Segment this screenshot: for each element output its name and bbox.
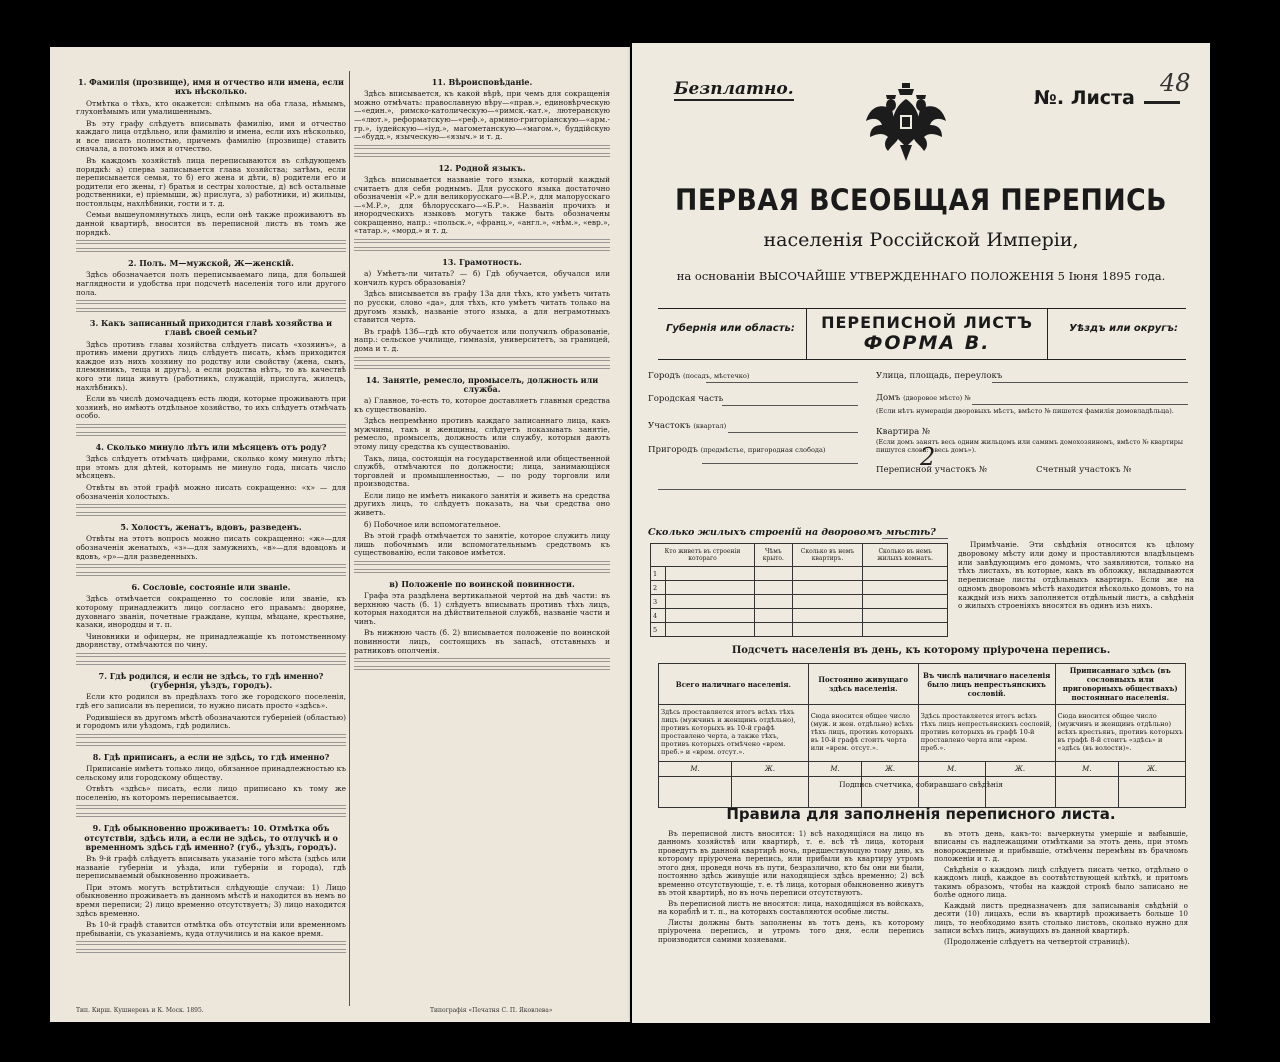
section-paragraph: Если въ числѣ домочадцевъ есть люди, которые проживаютъ при хозяинѣ, но имѣютъ отдѣльное хозяйство, то ихъ слѣдуетъ отмѣчать особо. xyxy=(76,394,346,421)
dense-text-block xyxy=(76,564,346,570)
section-heading: 1. Фамилія (прозвище), имя и отчество или имена, если ихъ нѣсколько. xyxy=(78,77,344,97)
rules-column-a xyxy=(658,830,924,946)
section-paragraph: Если кто родился въ предѣлахъ того же городского поселенія, гдѣ его записали въ переписи, то нужно писать просто «здѣсь». xyxy=(76,692,346,710)
pop-desc-resident: Сюда вносится общее число (муж. и жен. отдѣльно) всѣхъ тѣхъ лицъ, противъ которыхъ въ 10-й графѣ стоитъ черта или «врем. отсут.». xyxy=(808,705,918,762)
section-paragraph: Графа эта раздѣлена вертикальной чертой на двѣ части: въ верхнюю часть (б. 1) слѣдуетъ вписывать противъ тѣхъ лицъ, которыя находятся на дѣйствительной службѣ, названіе части и чинъ. xyxy=(354,591,610,626)
rules-paragraph: Въ переписной листъ вносятся: 1) всѣ находящіяся на лицо въ данномъ хозяйствѣ или квартирѣ, т. е. всѣ тѣ лица, которыя проведутъ въ данной квартирѣ ночь, предшествующую тому дню, къ которому пріурочена перепись, или прибыли въ квартиру утромъ этого дня, проведя ночь въ пути, безразлично, кто бы они ни были, постоянно здѣсь живущіе или находящіеся здѣсь временно; 2) всѣ временно отсутствующіе, т. е. тѣ лица, которыя обыкновенно живутъ въ этой квартирѣ, но въ ночь переписи отсутствуютъ. xyxy=(658,829,924,898)
female-label: Ж. xyxy=(985,762,1055,777)
table-row xyxy=(651,623,948,637)
address-divider xyxy=(658,489,1186,490)
left-page-instructions xyxy=(50,47,630,1022)
bld-col-roof: Чѣмъ крыто. xyxy=(755,544,793,567)
section-paragraph: Въ эту графу слѣдуетъ вписывать фамилію, имя и отчество каждаго лица отдѣльно, или фамилію и имена, если ихъ нѣсколько, и все писать полностью, причемъ фамилію (прозвище) ставить сначала, а потомъ имя и отчество. xyxy=(76,118,346,154)
gubernia-label: Губернія или область: xyxy=(666,323,795,334)
field-suburb: Пригородъ (предмѣстье, пригородная слобода) xyxy=(648,445,826,455)
pop-col-non-peasant: Въ числѣ наличнаго населенія было лицъ непрестьянскихъ сословій. xyxy=(918,664,1055,705)
bld-col-who: Кто живетъ въ строеніи котораго xyxy=(651,544,755,567)
section-heading: 11. Вѣроисповѣданіе. xyxy=(431,77,533,87)
section-heading: 7. Гдѣ родился, и если не здѣсь, то гдѣ именно? (губернія, уѣздъ, городъ). xyxy=(98,670,324,691)
population-count-title: Подсчетъ населенія въ день, къ которому пріурочена перепись. xyxy=(731,645,1111,656)
field-street: Улица, площадь, переулокъ xyxy=(876,371,1003,381)
male-label: М. xyxy=(918,762,985,777)
pop-desc-present: Здѣсь проставляется итогъ всѣхъ тѣхъ лицъ (мужчинъ и женщинъ отдѣльно), противъ которыхъ въ 10-й графѣ проставлено черта, а также тѣхъ, противъ которыхъ отмѣчено «врем. преб.» и «врем. отсут.». xyxy=(659,705,809,762)
printer-imprint-left: Тип. Кирш. Кушнеревъ и К. Моск. 1895. xyxy=(76,1007,204,1014)
form-title-cell xyxy=(806,309,1048,359)
handwritten-sheet-number: 48 xyxy=(1160,69,1191,97)
dense-text-block xyxy=(76,572,346,578)
dense-text-block xyxy=(76,240,346,246)
section-paragraph: Отвѣты въ этой графѣ можно писать сокращенно: «х» — для обозначенія холостыхъ. xyxy=(76,482,346,501)
printer-imprint-right: Типографія «Печатня С. П. Яковлева» xyxy=(430,1007,553,1014)
section-paragraph: Въ 10-й графѣ ставится отмѣтка объ отсутствіи или временномъ пребываніи, съ указаніемъ, куда отлучились и на какое время. xyxy=(76,920,346,938)
buildings-note: Примѣчаніе. Эти свѣдѣнія относятся къ цѣлому дворовому мѣсту или дому и проставляются владѣльцемъ или завѣдующимъ его домомъ, что заявляются, только на тѣхъ листахъ, въ которые, какъ въ обложку, вкладываются переписные листы отдѣльныхъ квартиръ. Если же на одномъ дворовомъ мѣстѣ находится нѣсколько домовъ, то на каждый изъ нихъ заполняется отдѣльный листъ, а свѣдѣнія о жилыхъ строеніяхъ вносятся въ одинъ изъ нихъ. xyxy=(958,540,1194,611)
field-house-line xyxy=(972,404,1188,405)
pop-desc-registered: Сюда вносится общее число (мужчинъ и женщинъ отдѣльно) всѣхъ крестьянъ, противъ которыхъ въ графѣ 8-й стоитъ «здѣсь» и «здѣсь (въ волости)». xyxy=(1055,705,1185,762)
male-label: М. xyxy=(808,762,862,777)
section-paragraph: Здѣсь слѣдуетъ отмѣчать цифрами, сколько кому минуло лѣтъ; при этомъ для дѣтей, которымъ не минуло года, писать число мѣсяцевъ. xyxy=(76,454,346,481)
section-paragraph: Здѣсь противъ главы хозяйства слѣдуетъ писать «хозяинъ», а противъ имени другихъ лицъ слѣдуетъ писать, кѣмъ приходится каждое изъ нихъ хозяину по родству или свойству (жена, сынъ, племянникъ, теща и другъ), а если родства нѣтъ, то въ качествѣ кого эти лица живутъ (работникъ, служащій, прислуга, жилецъ, нахлѣбникъ). xyxy=(76,339,346,392)
table-row xyxy=(651,567,948,581)
apartment-explanation: (Если домъ занятъ весь одним жильцомъ или самимъ домохозяиномъ, вмѣсто № квартиры пишутся слова: «весь домъ»). xyxy=(876,438,1183,454)
row-number: 5 xyxy=(651,623,666,637)
census-title: ПЕРВАЯ ВСЕОБЩАЯ ПЕРЕПИСЬ xyxy=(675,183,1167,217)
dense-text-block xyxy=(76,653,346,659)
buildings-table xyxy=(650,543,948,637)
section-heading: 3. Какъ записанный приходится главѣ хозяйства и главѣ своей семьи? xyxy=(89,318,333,338)
dense-text-block xyxy=(76,734,346,740)
table-row xyxy=(651,581,948,595)
section-paragraph: Отмѣтка о тѣхъ, кто окажется: слѣпымъ на оба глаза, нѣмымъ, глухонѣмымъ или умалишеннымъ. xyxy=(76,98,346,117)
female-label: Ж. xyxy=(862,762,918,777)
table-row xyxy=(651,595,948,609)
rules-paragraph: Въ переписной листъ не вносятся: лица, находящіяся въ войскахъ, на кораблѣ и т. п., на которыхъ составляются особые листы. xyxy=(658,898,924,917)
section-paragraph: Чиновники и офицеры, не принадлежащіе къ потомственному дворянству, отмѣчаются по чину. xyxy=(76,631,346,650)
dense-text-block xyxy=(76,504,346,510)
dense-text-block xyxy=(76,424,346,430)
dense-text-block xyxy=(76,813,346,819)
table-row xyxy=(651,609,948,623)
field-precinct: Участокъ (квартал) xyxy=(648,421,727,431)
instructions-column-a xyxy=(76,73,346,957)
section-heading: 6. Сословіе, состояніе или званіе. xyxy=(131,582,291,593)
field-census-precinct: Переписной участокъ № xyxy=(876,465,988,475)
section-paragraph: Здѣсь отмѣчается сокращенно то сословіе или званіе, къ которому принадлежитъ лицо согласно его правамъ: дворяне, духовнаго званія, почетные граждане, купцы, мѣщане, крестьяне, казаки, инородцы и т. п. xyxy=(76,594,346,630)
field-apartment: Квартира № xyxy=(876,427,931,437)
dense-text-block xyxy=(354,247,610,253)
dense-text-block xyxy=(76,661,346,667)
dense-text-block xyxy=(76,512,346,518)
section-paragraph: Отвѣты на этотъ вопросъ можно писать сокращенно: «ж»—для обозначенія женатыхъ, «з»—для замужнихъ, «в»—для вдовцовъ и вдовъ, «р»—для разведенныхъ. xyxy=(76,534,346,561)
field-city-part-line xyxy=(722,405,858,406)
section-paragraph: Здѣсь непремѣнно противъ каждаго записаннаго лица, какъ мужчины, такъ и женщины, слѣдуетъ показывать занятіе, ремесло, промыселъ, должность или службу, которыя даютъ этому лицу средства къ существованію. xyxy=(354,416,610,451)
apartment-number-handwritten: 2 xyxy=(920,443,936,471)
section-paragraph: Въ этой графѣ отмѣчается то занятіе, которое служитъ лицу лишь побочнымъ или вспомогательнымъ средствомъ къ существованію, если таковое имѣется. xyxy=(354,531,610,558)
column-divider xyxy=(349,71,350,1006)
row-number: 2 xyxy=(651,581,666,595)
dense-text-block xyxy=(76,941,346,947)
rules-paragraph: (Продолженіе слѣдуетъ на четвертой страницѣ). xyxy=(944,936,1130,946)
section-paragraph: Здѣсь вписывается, къ какой вѣрѣ, при чемъ для сокращенія можно отмѣчать: православную вѣру—«прав.», единовѣрческую—«един.», римско-католическую—«римск.-кат.», лютеранскую—«лют.», реформатскую—«реф.», армяно-григоріанскую—«арм.-гр.», іудейскую—«іуд.», магометанскую—«магом.», буддійскую—«будд.», языческую—«языч.» и т. д. xyxy=(354,89,610,142)
section-paragraph: Здѣсь обозначается полъ переписываемаго лица, для большей наглядности и удобства при подсчетѣ населенія того или другого пола. xyxy=(76,270,346,297)
form-header-box xyxy=(658,308,1186,360)
section-paragraph: Семьи вышеупомянутыхъ лицъ, если онѣ также проживаютъ въ данной квартирѣ, вносятся въ переписной листъ въ томъ же порядкѣ. xyxy=(76,210,346,237)
dense-text-block xyxy=(76,742,346,748)
field-house: Домъ (дворовое мѣсто) № xyxy=(876,393,971,403)
field-city-line xyxy=(706,382,858,383)
field-city-part: Городская часть xyxy=(648,394,724,404)
census-sheet-label: ПЕРЕПИСНОЙ ЛИСТЪ xyxy=(821,313,1033,332)
buildings-question: Сколько жилыхъ строеній на дворовомъ мѣстѣ? xyxy=(648,527,936,538)
field-count-precinct: Счетный участокъ № xyxy=(1036,465,1132,475)
section-paragraph: При этомъ могутъ встрѣтиться слѣдующіе случаи: 1) Лицо обыкновенно проживаетъ въ данномъ мѣстѣ и находится въ немъ во время переписи; 2) лицо временно отсутствуетъ; 3) лицо находится здѣсь временно. xyxy=(76,882,346,918)
section-heading: 12. Родной языкъ. xyxy=(438,162,526,173)
dense-text-block xyxy=(354,153,610,159)
section-heading: 5. Холостъ, женатъ, вдовъ, разведенъ. xyxy=(120,522,302,533)
right-page-census-form xyxy=(632,43,1210,1023)
section-heading: 9. Гдѣ обыкновенно проживаетъ: 10. Отмѣтка объ отсутствіи, здѣсь или, а если не здѣсь, то отлучкѣ и о временномъ здѣсь гдѣ именно? (губ., уѣздъ, городъ). xyxy=(84,823,338,852)
dense-text-block xyxy=(76,432,346,438)
section-paragraph: Въ нижнюю часть (б. 2) вписывается положеніе по воинской повинности лицъ, состоящихъ въ запасѣ, отставныхъ и ратниковъ ополченія. xyxy=(354,628,610,655)
section-paragraph: Отвѣтъ «здѣсь» писать, если лицо приписано къ тому же поселенію, въ которомъ переписывается. xyxy=(76,784,346,802)
dense-text-block xyxy=(76,805,346,811)
section-heading: 4. Сколько минуло лѣтъ или мѣсяцевъ отъ роду? xyxy=(95,441,327,452)
row-number: 1 xyxy=(651,567,666,581)
row-number: 4 xyxy=(651,609,666,623)
section-heading: 14. Занятіе, ремесло, промыселъ, должность или служба. xyxy=(365,374,599,394)
dense-text-block xyxy=(354,666,610,672)
field-precinct-line xyxy=(728,432,858,433)
female-label: Ж. xyxy=(732,762,809,777)
male-label: М. xyxy=(659,762,732,777)
form-b-label: ФОРМА В. xyxy=(863,332,991,354)
enumerator-signature-line: Подпись счетчика, собиравшаго свѣдѣнія xyxy=(839,780,1003,789)
dense-text-block xyxy=(354,658,610,664)
field-street-line xyxy=(992,382,1188,383)
sheet-number-label: №. Листа xyxy=(1034,87,1135,109)
dense-text-block xyxy=(354,145,610,151)
section-heading: 13. Грамотность. xyxy=(442,257,522,268)
dense-text-block xyxy=(354,365,610,371)
dense-text-block xyxy=(76,308,346,314)
rules-title: Правила для заполненія переписного листа. xyxy=(726,805,1116,823)
row-number: 3 xyxy=(651,595,666,609)
field-city: Городъ (посадъ, мѣстечко) xyxy=(648,371,750,381)
field-suburb-line xyxy=(702,463,858,464)
section-paragraph: Въ графѣ 13б—гдѣ кто обучается или получилъ образованіе, напр.: сельское училище, гимназія, университетъ, за границей, дома и т. д. xyxy=(354,326,610,353)
rules-paragraph: въ этотъ день, какъ-то: вычеркнуты умершіе и выбывшіе, вписаны съ надлежащими отмѣтками за этотъ день, при этомъ новорожденные и прибывшіе, отмѣчены перемѣны въ брачномъ положеніи и т. д. xyxy=(934,829,1188,864)
section-heading: 2. Полъ. М—мужской, Ж—женскій. xyxy=(128,258,294,269)
bld-col-rooms: Сколько въ немъ жилыхъ комнатъ. xyxy=(863,544,948,567)
section-paragraph: б) Побочное или вспомогательное. xyxy=(364,519,501,529)
rules-paragraph: Каждый листъ предназначенъ для записыванія свѣдѣній о десяти (10) лицахъ, если въ квартирѣ проживаетъ больше 10 лицъ, то необходимо взять столько листовъ, сколько нужно для записи всѣхъ лицъ, живущихъ въ данной квартирѣ. xyxy=(934,900,1188,936)
dense-text-block xyxy=(354,569,610,575)
section-paragraph: а) Главное, то-есть то, которое доставляетъ главныя средства къ существованію. xyxy=(354,396,610,414)
bld-col-apartments: Сколько въ немъ квартиръ. xyxy=(792,544,863,567)
legal-basis-line: на основаніи ВЫСОЧАЙШЕ УТВЕРЖДЕННАГО ПОЛОЖЕНІЯ 5 Іюня 1895 года. xyxy=(676,269,1166,283)
section-paragraph: а) Умѣетъ-ли читать? — б) Гдѣ обучается, обучался или кончилъ курсъ образованія? xyxy=(354,269,610,287)
section-paragraph: Здѣсь вписывается названіе того языка, который каждый считаетъ для себя роднымъ. Для русского языка достаточно обозначенія «Р.» для великорусскаго—«В.Р.», для малорусскаго—«М.Р.», для бѣлорусскаго—«Б.Р.». Названія прочихъ и инородческихъ языковъ могутъ также быть обозначены сокращенно, напр.: «польск.», «франц.», «англ.», «нѣм.», «евр.», «татар.», «морд.» и т. д. xyxy=(354,175,610,236)
section-paragraph: Родившіеся въ другомъ мѣстѣ обозначаются губерніей (областью) и городомъ или уѣздомъ, гдѣ родились. xyxy=(76,712,346,731)
pop-col-registered: Приписаннаго здѣсь (въ сословныхъ или приговорныхъ обществахъ) постояннаго населенія. xyxy=(1055,664,1185,705)
rules-paragraph: Свѣдѣнія о каждомъ лицѣ слѣдуетъ писать четко, отдѣльно о каждомъ лицѣ, каждое въ соотвѣтствующей клѣткѣ, и притомъ такимъ образомъ, чтобы на каждой строкѣ было записано не болѣе одного лица. xyxy=(934,864,1188,900)
double-headed-eagle-emblem xyxy=(864,81,948,163)
rules-column-b xyxy=(934,830,1188,948)
pop-col-resident: Постоянно живущаго здѣсь населенія. xyxy=(808,664,918,705)
instructions-column-b xyxy=(354,73,610,674)
section-paragraph: Въ 9-й графѣ слѣдуетъ вписывать указаніе того мѣста (здѣсь или названіе губерніи и уѣзда, или губерніи и города), гдѣ переписываемый обыкновенно проживаетъ. xyxy=(76,854,346,881)
dense-text-block xyxy=(76,949,346,955)
dense-text-block xyxy=(354,561,610,567)
census-subtitle: населенія Россійской Имперіи, xyxy=(763,229,1079,251)
free-of-charge-label: Безплатно. xyxy=(674,79,794,99)
section-heading: 8. Гдѣ приписанъ, а если не здѣсь, то гдѣ именно? xyxy=(92,751,330,762)
male-label: М. xyxy=(1055,762,1119,777)
rules-paragraph: Листы должны быть заполнены въ тотъ день, къ которому пріурочена перепись, и утромъ того дня, если перепись производится самими хозяевами. xyxy=(658,917,924,944)
uezd-label: Уѣздъ или округъ: xyxy=(1069,323,1178,334)
section-heading: в) Положеніе по воинской повинности. xyxy=(389,578,575,589)
pop-col-present: Всего наличнаго населенія. xyxy=(659,664,809,705)
house-explanation: (Если нѣтъ нумераціи дворовыхъ мѣстъ, вмѣсто № пишется фамилія домовладѣльца). xyxy=(876,407,1174,415)
section-paragraph: Въ каждомъ хозяйствѣ лица переписываются въ слѣдующемъ порядкѣ: а) сперва записывается глава хозяйства; затѣмъ, если переписывается семья, то б) его жена и дѣти, в) родители его и родители его жены, г) братья и сестры холостые, д) всѣ остальные родственники, е) пріемыши, ж) прислуга, з) работники, и) жильцы, постояльцы, нахлѣбники, гости и т. д. xyxy=(76,156,346,208)
section-paragraph: Здѣсь вписывается въ графу 13а для тѣхъ, кто умѣетъ читать по русски, слово «да», для тѣхъ, кто умѣетъ читать только на другомъ языкѣ, названіе этого языка, а для неграмотныхъ ставится черта. xyxy=(354,289,610,325)
dense-text-block xyxy=(354,357,610,363)
section-paragraph: Приписаніе имѣетъ только лицо, обязанное принадлежностью къ сельскому или городскому обществу. xyxy=(76,763,346,782)
female-label: Ж. xyxy=(1119,762,1186,777)
dense-text-block xyxy=(76,300,346,306)
sheet-number-blank xyxy=(1144,101,1180,104)
section-paragraph: Такъ, лица, состоящія на государственной или общественной службѣ, отмѣчаются по должности; лица, занимающіяся торговлей и промышленностью, — по роду торговли или производства. xyxy=(354,453,610,489)
dense-text-block xyxy=(76,248,346,254)
dense-text-block xyxy=(354,239,610,245)
pop-desc-non-peasant: Здѣсь проставляется итогъ всѣхъ тѣхъ лицъ непрестьянскихъ сословій, противъ которыхъ въ графѣ 10-й проставлено черта или «врем. преб.». xyxy=(918,705,1055,762)
section-paragraph: Если лицо не имѣетъ никакого занятія и живетъ на средства другихъ лицъ, то слѣдуетъ показать, на чьи средства оно живетъ. xyxy=(354,490,610,517)
buildings-answer-line xyxy=(882,538,948,539)
